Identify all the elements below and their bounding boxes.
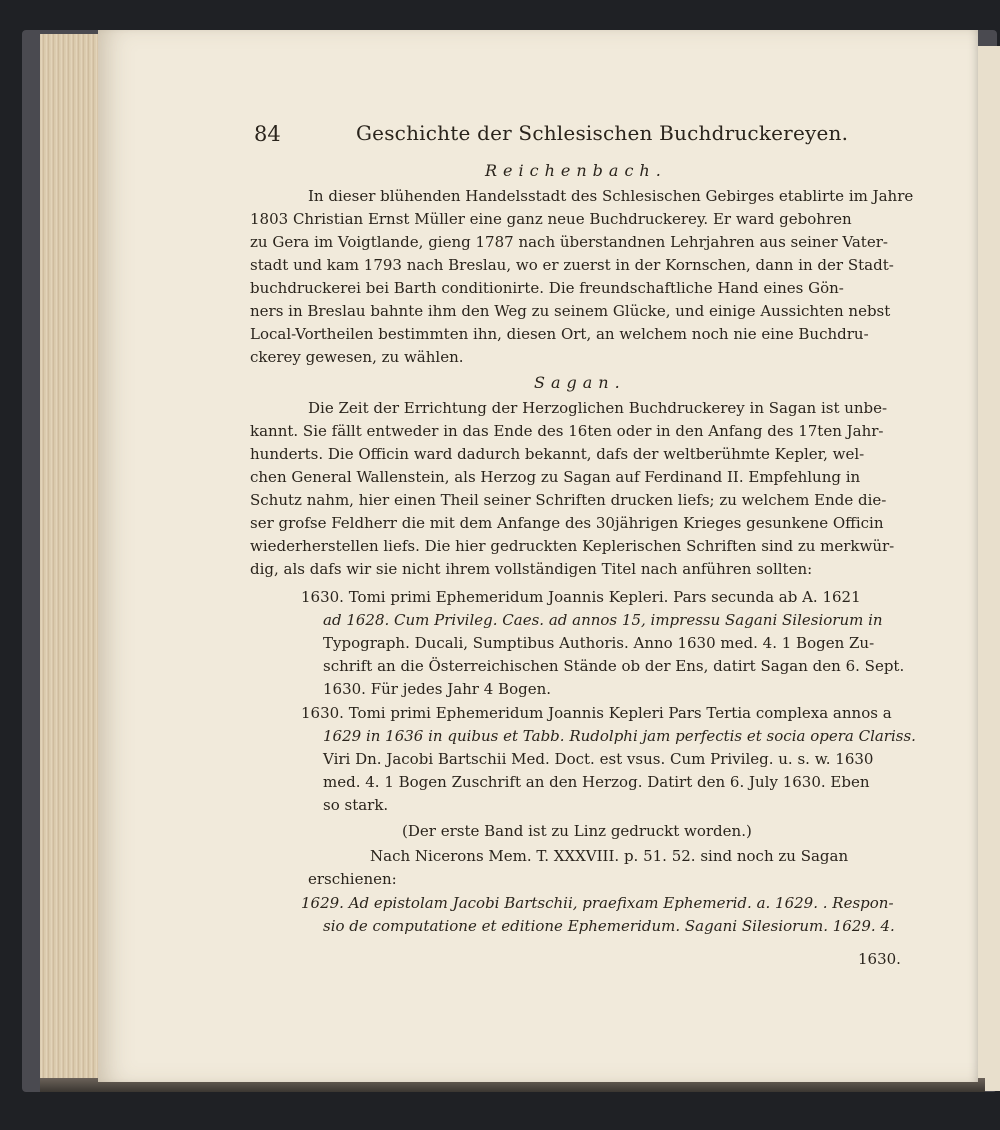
text-line: ser grofse Feldherr die mit dem Anfange des 30jährigen Krieges gesunkene Officin xyxy=(250,514,884,532)
entry-line: so stark. xyxy=(323,796,389,814)
entry-line: 1630. Tomi primi Ephemeridum Joannis Kepleri Pars Tertia complexa annos a xyxy=(301,704,892,722)
text-line: ners in Breslau bahnte ihm den Weg zu seinem Glücke, und einige Aussichten nebst xyxy=(250,302,891,320)
text-line: 1803 Christian Ernst Müller eine ganz neue Buchdruckerey. Er ward gebohren xyxy=(250,210,852,228)
text-line: buchdruckerei bei Barth conditionirte. Die freundschaftliche Hand eines Gön- xyxy=(250,279,844,297)
entry-line: schrift an die Österreichischen Stände ob der Ens, datirt Sagan den 6. Sept. xyxy=(323,657,905,675)
text-line: dig, als dafs wir sie nicht ihrem vollständigen Titel nach anführen sollten: xyxy=(250,560,813,578)
entry-line: 1630. Tomi primi Ephemeridum Joannis Kepleri. Pars secunda ab A. 1621 xyxy=(301,588,861,606)
text-line: In dieser blühenden Handelsstadt des Schlesischen Gebirges etablirte im Jahre xyxy=(308,187,914,205)
text-line: kannt. Sie fällt entweder in das Ende des 16ten oder in den Anfang des 17ten Jahr- xyxy=(250,422,884,440)
book-page xyxy=(98,30,978,1082)
entry-line: Viri Dn. Jacobi Bartschii Med. Doct. est vsus. Cum Privileg. u. s. w. 1630 xyxy=(323,750,874,768)
text-line: hunderts. Die Officin ward dadurch bekannt, dafs der weltberühmte Kepler, wel- xyxy=(250,445,865,463)
catchword: 1630. xyxy=(858,950,901,968)
entry-line: 1630. Für jedes Jahr 4 Bogen. xyxy=(323,680,552,698)
text-line: wiederherstellen liefs. Die hier gedruckten Keplerischen Schriften sind zu merkwür- xyxy=(250,537,895,555)
section-title-reichenbach: Reichenbach. xyxy=(485,161,667,180)
text-line: zu Gera im Voigtlande, gieng 1787 nach überstandnen Lehrjahren aus seiner Vater- xyxy=(250,233,888,251)
text-line: chen General Wallenstein, als Herzog zu Sagan auf Ferdinand II. Empfehlung in xyxy=(250,468,861,486)
text-line: Schutz nahm, hier einen Theil seiner Schriften drucken liefs; zu welchem Ende die- xyxy=(250,491,887,509)
niceron-line: Nach Nicerons Mem. T. XXXVIII. p. 51. 52. sind noch zu Sagan xyxy=(370,847,849,865)
text-line: ckerey gewesen, zu wählen. xyxy=(250,348,464,366)
entry-line: ad 1628. Cum Privileg. Caes. ad annos 15, impressu Sagani Silesiorum in xyxy=(323,611,883,629)
running-head: Geschichte der Schlesischen Buchdruckereyen. xyxy=(356,121,849,145)
page-number: 84 xyxy=(254,122,281,146)
text-line: stadt und kam 1793 nach Breslau, wo er zuerst in der Kornschen, dann in der Stadt- xyxy=(250,256,894,274)
entry-line: med. 4. 1 Bogen Zuschrift an den Herzog. Datirt den 6. July 1630. Eben xyxy=(323,773,870,791)
entry-line: 1629 in 1636 in quibus et Tabb. Rudolphi jam perfectis et socia opera Clariss. xyxy=(323,727,916,745)
text-line: Local-Vortheilen bestimmten ihn, diesen Ort, an welchem noch nie eine Buchdru- xyxy=(250,325,869,343)
entry-line: Typograph. Ducali, Sumptibus Authoris. Anno 1630 med. 4. 1 Bogen Zu- xyxy=(323,634,875,652)
entry-1629-line: sio de computatione et editione Ephemeridum. Sagani Silesiorum. 1629. 4. xyxy=(323,917,895,935)
niceron-line: erschienen: xyxy=(308,870,397,888)
facing-page-edge xyxy=(975,46,1000,1091)
entry-1629-line: 1629. Ad epistolam Jacobi Bartschii, praefixam Ephemerid. a. 1629. . Respon- xyxy=(301,894,894,912)
section-title-sagan: Sagan. xyxy=(534,373,626,392)
linz-note: (Der erste Band ist zu Linz gedruckt worden.) xyxy=(402,822,752,840)
text-line: Die Zeit der Errichtung der Herzoglichen Buchdruckerey in Sagan ist unbe- xyxy=(308,399,888,417)
